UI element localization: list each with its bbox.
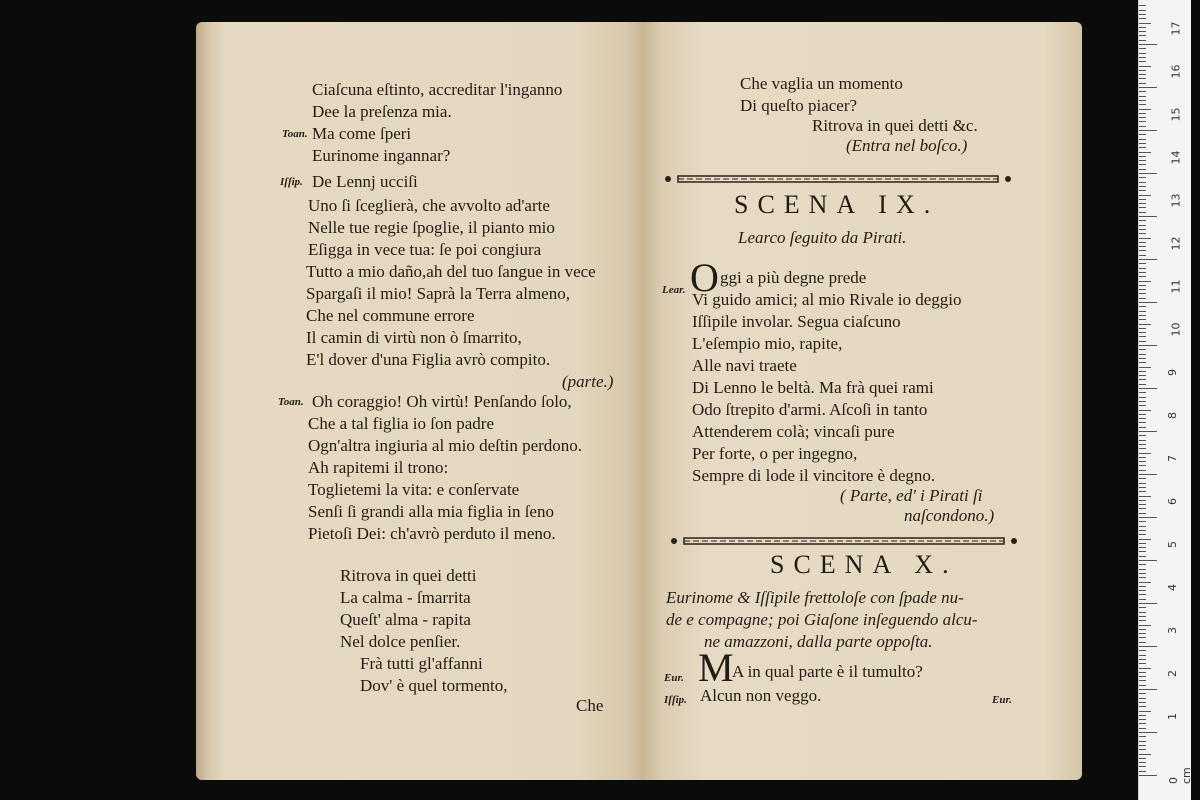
ruler-tick [1139,642,1146,643]
ruler-tick [1139,5,1146,6]
stage-direction: ( Parte, ed' i Pirati ſi [840,486,983,505]
ruler-tick [1139,754,1151,755]
ruler-tick [1139,143,1146,144]
ruler-tick [1139,625,1151,626]
ruler-tick [1139,526,1146,527]
ruler-tick [1139,590,1146,591]
ruler-tick [1139,422,1146,423]
aria-line: Frà tutti gl'affanni [360,654,483,673]
ruler-tick [1139,521,1146,522]
ruler-tick [1139,560,1157,561]
ruler-tick [1139,766,1146,767]
ruler-tick [1139,646,1157,647]
ruler-tick [1139,741,1146,742]
ruler-tick [1139,637,1146,638]
ruler-tick [1139,410,1151,411]
ruler-tick [1139,31,1146,32]
ruler-tick [1139,48,1146,49]
text-line: De Lennj ucciſi [312,172,418,191]
ruler-tick [1139,336,1146,337]
ruler-tick [1139,332,1146,333]
scene-description: de e compagne; poi Giaſone inſeguendo alcu- [666,610,978,629]
ruler-tick [1139,418,1146,419]
text-line: Iſſipile involar. Segua ciaſcuno [692,312,901,331]
left-page [196,22,644,780]
ruler-label: 15 [1169,107,1183,122]
ruler-tick [1139,229,1146,230]
stage-direction: naſcondono.) [904,506,995,525]
ruler-tick [1139,35,1146,36]
ruler-tick [1139,87,1157,88]
ruler-tick [1139,440,1146,441]
ruler-label: 16 [1169,64,1183,79]
ruler-tick [1139,195,1151,196]
ruler-tick [1139,293,1146,294]
ruler-tick [1139,698,1146,699]
ruler-tick [1139,736,1146,737]
ruler-label: 1 [1166,713,1179,720]
ruler-tick [1139,238,1151,239]
ruler-tick [1139,732,1157,733]
ruler-tick [1139,91,1146,92]
ruler-tick [1139,250,1146,251]
speaker-label: Toan. [282,128,308,140]
ruler-tick [1139,319,1146,320]
ruler-tick [1139,233,1146,234]
ruler-tick [1139,349,1146,350]
text-line: Toglietemi la vita: e conſervate [308,480,520,499]
ruler-tick [1139,100,1146,101]
text-line: Ritrova in quei detti &c. [812,116,978,135]
ruler-tick [1139,246,1146,247]
ruler-tick [1139,547,1146,548]
ruler-tick [1139,616,1146,617]
ruler-tick [1139,431,1157,432]
text-line: Vi guido amici; al mio Rivale io deggio [692,290,962,309]
ruler-tick [1139,44,1157,45]
ruler-tick [1139,453,1151,454]
ruler-tick [1139,706,1146,707]
ruler-tick [1139,711,1151,712]
ruler-tick [1139,126,1146,127]
ruler-tick [1139,672,1146,673]
ruler-tick [1139,496,1151,497]
ruler-label: 17 [1169,21,1183,36]
ruler-tick [1139,220,1146,221]
ruler-tick [1139,551,1146,552]
ornament-divider [664,534,1024,548]
ruler-tick [1139,23,1151,24]
ruler-tick [1139,680,1146,681]
ruler-label: 2 [1166,670,1179,677]
ruler-tick [1139,18,1146,19]
ruler-tick [1139,199,1146,200]
ruler-label: 10 [1169,322,1183,337]
text-line: Uno ſi ſceglierà, che avvolto ad'arte [308,196,550,215]
text-line: E'l dover d'una Figlia avrò compito. [306,350,551,369]
text-line: Eſigga in vece tua: ſe poi congiura [308,240,542,259]
text-line: Di Lenno le beltà. Ma frà quei rami [692,378,934,397]
ruler-tick [1139,160,1146,161]
ruler-tick [1139,478,1146,479]
ruler-tick [1139,629,1146,630]
open-book [196,22,1082,780]
ornament-divider [658,172,1018,186]
ruler-tick [1139,530,1146,531]
ruler-tick [1139,762,1146,763]
ruler-tick [1139,414,1146,415]
aria-line: La calma - ſmarrita [340,588,471,607]
text-line: Nelle tue regie ſpoglie, il pianto mio [308,218,555,237]
ruler-tick [1139,113,1146,114]
catchword: Che [576,696,604,715]
ruler-tick [1139,169,1146,170]
ruler-tick [1139,121,1146,122]
ruler-tick [1139,255,1146,256]
ruler-tick [1139,388,1157,389]
ruler-tick [1139,367,1151,368]
ruler-tick [1139,474,1157,475]
text-line: L'eſempio mio, rapite, [692,334,843,353]
ruler-tick [1139,457,1146,458]
scene-title: SCENA IX. [734,190,940,219]
aria-line: Ritrova in quei detti [340,566,477,585]
ruler-tick [1139,362,1146,363]
scene-description: Eurinome & Iſſipile frettoloſe con ſpade nu- [666,588,964,607]
ruler-tick [1139,207,1146,208]
text-line: Attenderem colà; vincaſi pure [692,422,895,441]
ruler-tick [1139,435,1146,436]
ruler-tick [1139,668,1151,669]
ruler-tick [1139,405,1146,406]
ruler-tick [1139,659,1146,660]
speaker-label: Lear. [662,284,686,296]
ruler-tick [1139,719,1146,720]
ruler-tick [1139,465,1146,466]
ruler-tick [1139,444,1146,445]
text-line: Il camin di virtù non ò ſmarrito, [306,328,522,347]
text-line: Alcun non veggo. [700,686,822,705]
text-line: Che nel commune errore [306,306,475,325]
ruler-tick [1139,242,1146,243]
ruler-tick [1139,543,1146,544]
ruler-tick [1139,655,1146,656]
ruler-tick [1139,276,1146,277]
ruler-tick [1139,504,1146,505]
ruler-label: 8 [1166,412,1179,419]
ruler-tick [1139,500,1146,501]
ruler-tick [1139,569,1146,570]
ruler-tick [1139,483,1146,484]
ruler-label: 14 [1169,150,1183,165]
ruler-tick [1139,40,1146,41]
ruler-tick [1139,57,1146,58]
ruler-tick [1139,225,1146,226]
ruler-tick [1139,324,1151,325]
stage-direction: (parte.) [562,372,614,391]
ruler-tick [1139,513,1146,514]
text-line: Ciaſcuna eſtinto, accreditar l'inganno [312,80,563,99]
text-line: Odo ſtrepito d'armi. Aſcoſi in tanto [692,400,928,419]
ruler-tick [1139,702,1146,703]
ruler-tick [1139,676,1146,677]
drop-cap: O [690,255,719,300]
ruler-tick [1139,53,1146,54]
ruler-tick [1139,470,1146,471]
text-line: Ogn'altra ingiuria al mio deſtin perdono. [308,436,583,455]
ruler-label: 4 [1166,584,1179,591]
ruler-tick [1139,577,1146,578]
ruler-tick [1139,306,1146,307]
text-line: Senſi ſi grandi alla mia figlia in ſeno [308,502,554,521]
ruler-tick [1139,594,1146,595]
ruler-tick [1139,517,1157,518]
ruler-tick [1139,139,1146,140]
ruler-tick [1139,715,1146,716]
text-line: Sempre di lode il vincitore è degno. [692,466,936,485]
ruler-tick [1139,259,1157,260]
ruler-label: 12 [1169,236,1183,251]
right-page [644,22,1082,780]
ruler-tick [1139,268,1146,269]
ruler-label: 9 [1166,369,1179,376]
measuring-ruler [1138,0,1191,800]
ruler-tick [1139,315,1146,316]
ruler-label: 7 [1166,455,1179,462]
ruler-tick [1139,685,1146,686]
ruler-tick [1139,328,1146,329]
ruler-tick [1139,728,1146,729]
ruler-tick [1139,599,1146,600]
catchword: Eur. [992,694,1012,706]
ruler-tick [1139,263,1146,264]
text-line: A in qual parte è il tumulto? [732,662,923,681]
ruler-label: 3 [1166,627,1179,634]
ruler-tick [1139,203,1146,204]
ruler-tick [1139,61,1146,62]
ruler-tick [1139,27,1146,28]
ruler-tick [1139,285,1146,286]
ruler-tick [1139,508,1146,509]
ruler-tick [1139,182,1146,183]
text-line: Spargaſi il mio! Saprà la Terra almeno, [306,284,570,303]
ruler-tick [1139,311,1146,312]
ruler-tick [1139,663,1146,664]
ruler-tick [1139,689,1157,690]
ruler-tick [1139,633,1146,634]
ruler-tick [1139,461,1146,462]
ruler-tick [1139,358,1146,359]
ruler-tick [1139,397,1146,398]
ruler-tick [1139,272,1146,273]
ruler-tick [1139,78,1146,79]
text-line: ggi a più degne prede [720,268,867,287]
ruler-tick [1139,164,1146,165]
ruler-tick [1139,556,1146,557]
ruler-label: 13 [1169,193,1183,208]
ruler-tick [1139,534,1146,535]
ruler-tick [1139,212,1146,213]
ruler-tick [1139,109,1151,110]
text-line: Che vaglia un momento [740,74,903,93]
scene-title: SCENA X. [770,550,958,579]
ruler-tick [1139,749,1146,750]
ruler-tick [1139,66,1151,67]
text-line: Per forte, o per ingegno, [692,444,858,463]
ruler-tick [1139,134,1146,135]
ruler-tick [1139,14,1146,15]
ruler-tick [1139,487,1146,488]
ruler-label: 5 [1166,541,1179,548]
ruler-tick [1139,775,1157,776]
ruler-tick [1139,156,1146,157]
ruler-tick [1139,491,1146,492]
text-line: Che a tal figlia io ſon padre [308,414,494,433]
aria-line: Queſt' alma - rapita [340,610,471,629]
text-line: Di queſto piacer? [740,96,858,115]
aria-line: Dov' è quel tormento, [360,676,508,695]
ruler-tick [1139,401,1146,402]
ruler-tick [1139,281,1151,282]
ruler-label: 11 [1169,279,1183,294]
ruler-tick [1139,302,1157,303]
ruler-tick [1139,375,1146,376]
ruler-tick [1139,186,1146,187]
scene-description: ne amazzoni, dalla parte oppoſta. [704,632,933,651]
ruler-tick [1139,620,1146,621]
ruler-tick [1139,573,1146,574]
ruler-tick [1139,448,1146,449]
speaker-label: Iſſip. [280,176,303,188]
stage-direction: (Entra nel boſco.) [846,136,968,155]
ruler-label: 6 [1166,498,1179,505]
ruler-tick [1139,177,1146,178]
ruler-tick [1139,70,1146,71]
text-line: Pietoſi Dei: ch'avrò perduto il meno. [308,524,556,543]
ruler-tick [1139,341,1146,342]
ruler-tick [1139,564,1146,565]
text-line: Tutto a mio daño,ah del tuo ſangue in vece [306,262,596,281]
scene-subtitle: Learco ſeguito da Pirati. [738,228,907,247]
ruler-tick [1139,96,1146,97]
text-line: Oh coraggio! Oh virtù! Penſando ſolo, [312,392,572,411]
ruler-tick [1139,607,1146,608]
ornament-svg [664,534,1024,548]
ruler-tick [1139,693,1146,694]
ruler-tick [1139,10,1146,11]
ruler-tick [1139,603,1157,604]
speaker-label: Iſſip. [664,694,687,706]
text-line: Ma come ſperi [312,124,412,143]
ruler-tick [1139,371,1146,372]
ruler-tick [1139,83,1146,84]
text-line: Eurinome ingannar? [312,146,451,165]
ruler-tick [1139,190,1146,191]
ruler-tick [1139,745,1146,746]
speaker-label: Eur. [664,672,684,684]
ruler-label: 0 cm [1167,767,1193,784]
ruler-tick [1139,152,1151,153]
ruler-tick [1139,758,1146,759]
ruler-tick [1139,147,1146,148]
ruler-tick [1139,130,1157,131]
ruler-tick [1139,384,1146,385]
ruler-tick [1139,586,1146,587]
ruler-tick [1139,650,1146,651]
text-line: Ah rapitemi il trono: [308,458,449,477]
ruler-tick [1139,379,1146,380]
ruler-tick [1139,771,1146,772]
ruler-tick [1139,74,1146,75]
text-line: Dee la preſenza mia. [312,102,452,121]
ruler-tick [1139,723,1146,724]
ruler-tick [1139,612,1146,613]
ruler-tick [1139,392,1146,393]
ruler-tick [1139,582,1151,583]
speaker-label: Toan. [278,396,304,408]
aria-line: Nel dolce penſier. [340,632,461,651]
ruler-tick [1139,298,1146,299]
ornament-svg [658,172,1018,186]
ruler-tick [1139,289,1146,290]
ruler-tick [1139,104,1146,105]
text-line: Alle navi traete [692,356,797,375]
ruler-tick [1139,345,1157,346]
ruler-tick [1139,427,1146,428]
ruler-tick [1139,216,1157,217]
ruler-tick [1139,117,1146,118]
ruler-tick [1139,173,1157,174]
ruler-tick [1139,539,1151,540]
drop-cap: M [698,645,734,690]
ruler-tick [1139,354,1146,355]
